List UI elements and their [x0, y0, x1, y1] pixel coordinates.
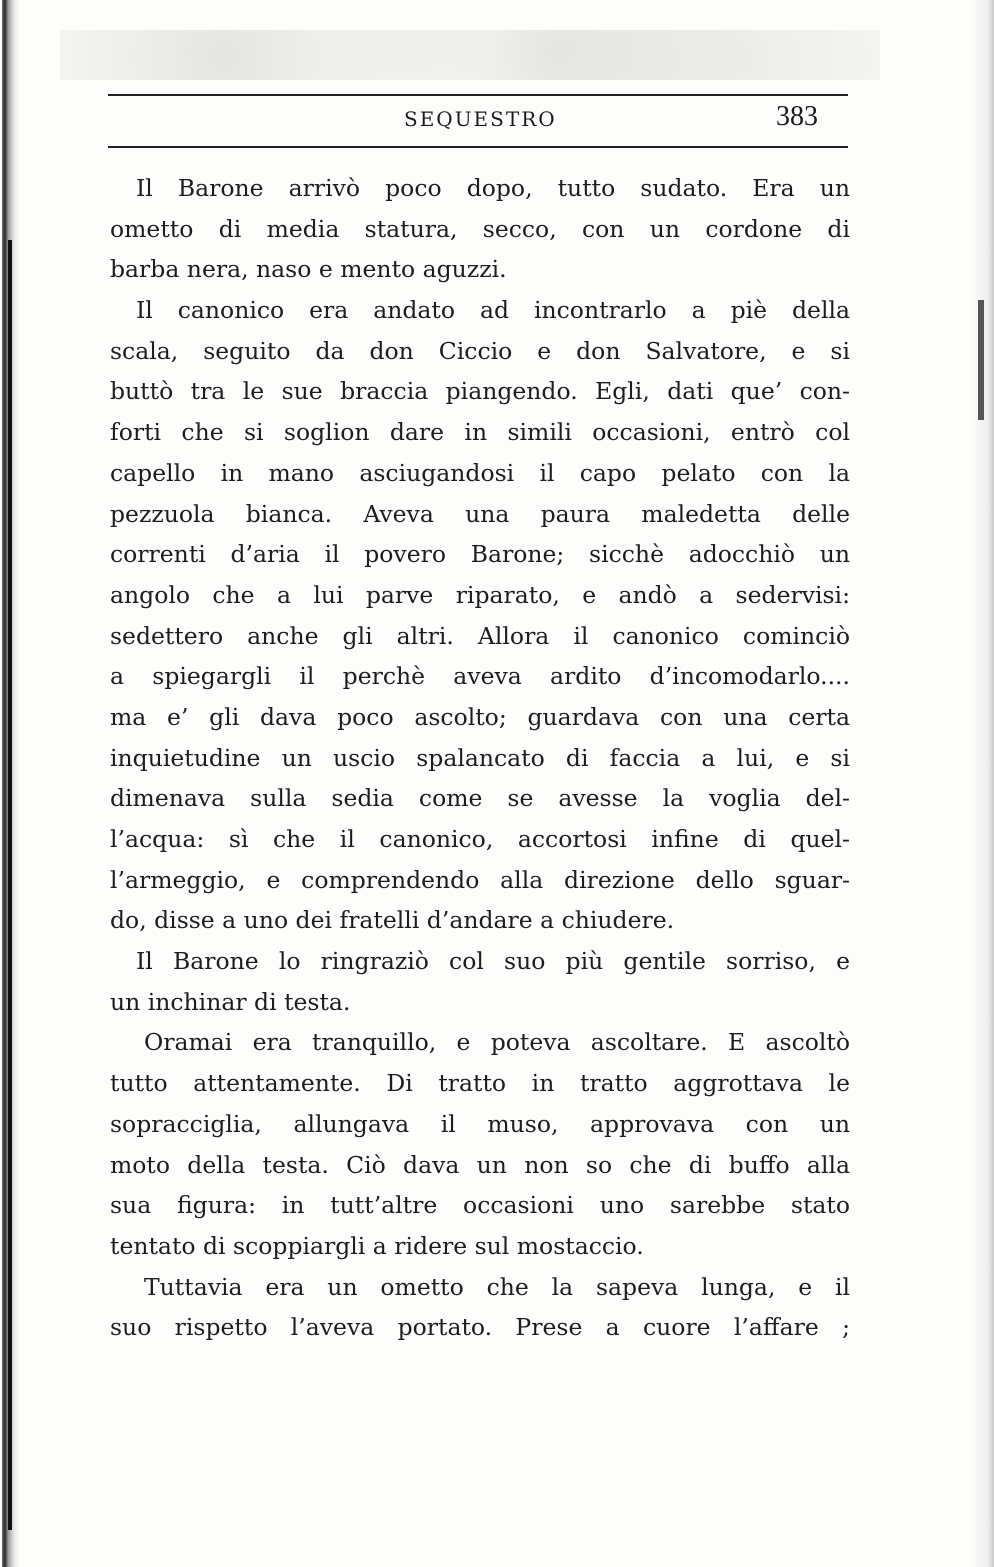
text-line: Tuttavia era un ometto che la sapeva lunga, e il: [144, 1272, 850, 1301]
page-edge-mark: [978, 300, 984, 420]
text-line: Il Barone lo ringraziò col suo più gentile sorriso, e: [136, 947, 850, 976]
text-line: dimenava sulla sedia come se avesse la voglia del-: [110, 784, 850, 813]
text-line: l’acqua: sì che il canonico, accortosi infine di quel-: [110, 825, 850, 853]
text-line: a spiegargli il perchè aveva ardito d’incomodarlo....: [110, 662, 850, 691]
text-line: ma e’ gli dava poco ascolto; guardava con una certa: [110, 702, 850, 731]
text-line: sua figura: in tutt’altre occasioni uno sarebbe stato: [110, 1191, 850, 1220]
body-text: [110, 168, 850, 1348]
text-line: Il canonico era andato ad incontrarlo a piè della: [136, 296, 850, 325]
header-rule-top: [108, 94, 848, 96]
text-line: pezzuola bianca. Aveva una paura maledetta delle: [110, 499, 850, 528]
text-line: angolo che a lui parve riparato, e andò a sedervisi:: [110, 580, 850, 609]
running-title: SEQUESTRO: [404, 107, 557, 131]
text-line: Il Barone arrivò poco dopo, tutto sudato. Era un: [136, 174, 850, 202]
scan-noise: [60, 30, 880, 80]
text-line: tutto attentamente. Di tratto in tratto aggrottava le: [110, 1069, 850, 1098]
text-line: barba nera, naso e mento aguzzi.: [110, 255, 507, 284]
text-line: buttò tra le sue braccia piangendo. Egli, dati que’ con-: [110, 377, 850, 406]
text-line: correnti d’aria il povero Barone; sicchè adocchiò un: [110, 540, 850, 569]
text-line: sedettero anche gli altri. Allora il canonico cominciò: [110, 621, 850, 650]
text-line: do, disse a uno dei fratelli d’andare a chiudere.: [110, 906, 675, 935]
page-number: 383: [776, 101, 818, 132]
text-line: suo rispetto l’aveva portato. Prese a cuore l’affare ;: [110, 1313, 850, 1342]
binding-shadow: [8, 240, 12, 1530]
page-edge: [970, 0, 994, 1567]
text-line: l’armeggio, e comprendendo alla direzione dello sguar-: [110, 865, 850, 894]
paragraph: [110, 1267, 850, 1348]
text-line: ometto di media statura, secco, con un cordone di: [110, 214, 850, 243]
paragraph: [110, 168, 850, 290]
header-rule-bottom: [108, 146, 848, 148]
text-line: un inchinar di testa.: [110, 987, 351, 1016]
text-line: moto della testa. Ciò dava un non so che di buffo alla: [110, 1150, 850, 1179]
text-line: capello in mano asciugandosi il capo pelato con la: [110, 458, 850, 487]
text-line: Oramai era tranquillo, e poteva ascoltare. E ascoltò: [144, 1028, 850, 1057]
paragraph: [110, 941, 850, 1022]
text-line: sopracciglia, allungava il muso, approvava con un: [110, 1109, 850, 1138]
paragraph: [110, 1022, 850, 1266]
text-line: tentato di scoppiargli a ridere sul mostaccio.: [110, 1231, 644, 1260]
text-line: forti che si soglion dare in simili occasioni, entrò col: [110, 418, 850, 447]
text-line: inquietudine un uscio spalancato di faccia a lui, e si: [110, 743, 850, 772]
paragraph: [110, 290, 850, 941]
text-line: scala, seguito da don Ciccio e don Salvatore, e si: [110, 336, 850, 365]
